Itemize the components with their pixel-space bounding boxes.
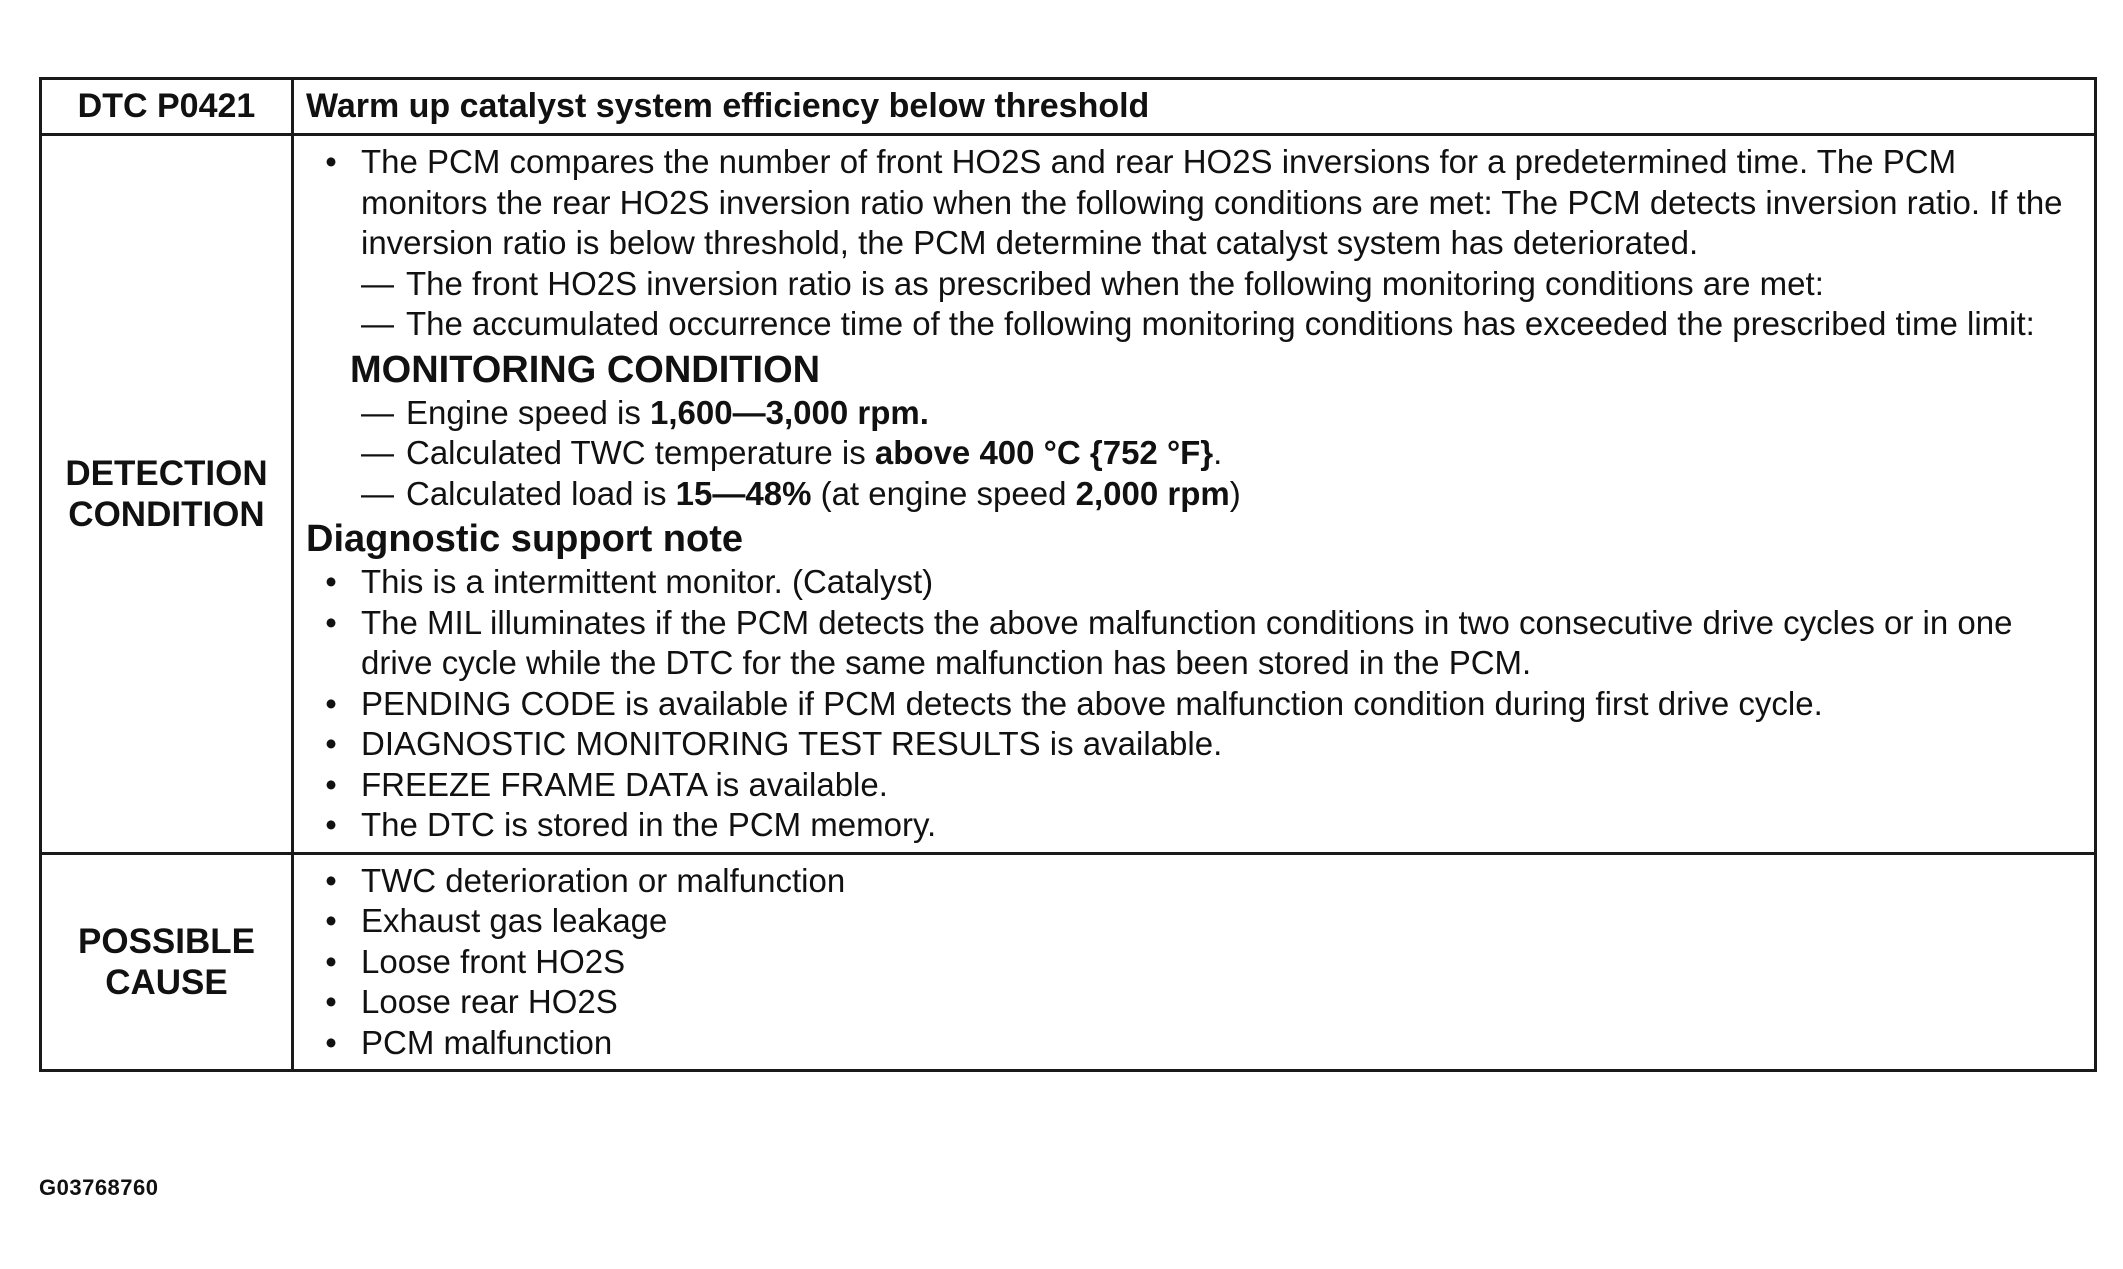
cause-item <box>306 901 2076 942</box>
engine-speed-suffix: . <box>919 393 929 431</box>
diag-note-text: The DTC is stored in the PCM memory. <box>361 806 937 843</box>
twc-suffix: . <box>1213 434 1223 471</box>
detection-label <box>41 135 293 854</box>
possible-cause-row <box>41 853 2096 1071</box>
bullet-icon: • <box>325 861 337 899</box>
load-value: 15—48% <box>675 474 812 512</box>
diag-note <box>306 805 2076 846</box>
diag-note-text: This is a intermittent monitor. (Catalyst) <box>361 563 934 600</box>
cause-item-text: TWC deterioration or malfunction <box>361 861 846 899</box>
load-prefix: Calculated load is <box>406 474 676 512</box>
diag-note-text: DIAGNOSTIC MONITORING TEST RESULTS is available. <box>361 725 1223 762</box>
dash-icon: — <box>361 393 394 431</box>
diag-note <box>306 684 2076 725</box>
bullet-icon: • <box>325 684 337 722</box>
dash-icon: — <box>361 264 394 302</box>
cause-item <box>306 861 2076 902</box>
possible-cause-label <box>41 853 293 1071</box>
sub-condition-text: The front HO2S inversion ratio is as prescribed when the following monitoring conditions are met: <box>406 264 1824 302</box>
cause-item-text: PCM malfunction <box>361 1023 613 1061</box>
diag-note-text: FREEZE FRAME DATA is available. <box>361 765 888 803</box>
figure-id: G03768760 <box>39 1175 159 1200</box>
bullet-icon: • <box>325 902 337 939</box>
diag-note <box>306 765 2076 806</box>
bullet-icon: • <box>325 983 337 1020</box>
cause-item <box>306 942 2076 983</box>
dtc-table <box>39 77 2097 1072</box>
twc-value: above 400 °C {752 °F} <box>874 434 1214 471</box>
diag-note <box>306 603 2076 684</box>
dtc-code: DTC P0421 <box>41 79 293 135</box>
dash-icon: — <box>361 305 394 342</box>
bullet-icon: • <box>325 143 337 180</box>
bullet-icon: • <box>325 603 337 641</box>
cause-item <box>306 982 2076 1023</box>
cause-item-text: Loose rear HO2S <box>361 983 618 1020</box>
dash-icon: — <box>361 434 394 471</box>
diag-note <box>306 724 2076 765</box>
sub-condition <box>306 304 2076 345</box>
load-suffix: ) <box>1229 474 1241 512</box>
bullet-icon: • <box>325 1023 337 1061</box>
detection-intro <box>306 142 2076 264</box>
header-row <box>41 79 2096 135</box>
diag-note-text: PENDING CODE is available if PCM detects the above malfunction condition during first drive cycle. <box>361 684 1823 722</box>
cause-item-text: Loose front HO2S <box>361 942 626 980</box>
monitoring-load <box>306 474 2076 515</box>
detection-intro-text: The PCM compares the number of front HO2S and rear HO2S inversions for a predetermined time. The PCM monitors the rear HO2S inversion ratio when the following conditions are met: The PCM detects inversion ratio. If the inversion ratio is below threshold, the PCM determine that catalyst system has deteriorated. <box>361 143 2063 261</box>
sub-condition-text: The accumulated occurrence time of the following monitoring conditions has exceeded the prescribed time limit: <box>406 305 2035 342</box>
cause-item-text: Exhaust gas leakage <box>361 902 668 939</box>
engine-speed-value: 1,600—3,000 rpm <box>650 393 920 431</box>
detection-label-line1: DETECTION <box>65 453 268 493</box>
dash-icon: — <box>361 474 394 512</box>
monitoring-engine-speed <box>306 393 2076 434</box>
load-rpm: 2,000 rpm <box>1075 474 1230 512</box>
load-middle: (at engine speed <box>811 474 1076 512</box>
monitoring-heading: MONITORING CONDITION <box>350 348 821 391</box>
possible-cause-label-line1: POSSIBLE <box>78 921 255 961</box>
possible-cause-label-line2: CAUSE <box>105 962 228 1002</box>
detection-row <box>41 135 2096 854</box>
bullet-icon: • <box>325 563 337 600</box>
bullet-icon: • <box>325 942 337 980</box>
monitoring-twc-temp <box>306 433 2076 474</box>
bullet-icon: • <box>325 725 337 762</box>
detection-label-line2: CONDITION <box>68 494 265 534</box>
engine-speed-prefix: Engine speed is <box>406 393 651 431</box>
dtc-title: Warm up catalyst system efficiency below threshold <box>293 79 2096 135</box>
diag-note-text: The MIL illuminates if the PCM detects the above malfunction conditions in two consecutive drive cycles or in one drive cycle while the DTC for the same malfunction has been stored in the PCM. <box>361 603 2013 681</box>
twc-prefix: Calculated TWC temperature is <box>406 434 875 471</box>
cause-item <box>306 1023 2076 1064</box>
bullet-icon: • <box>325 806 337 843</box>
detection-content <box>293 135 2096 854</box>
diag-note <box>306 562 2076 603</box>
sub-condition <box>306 264 2076 305</box>
possible-cause-content <box>293 853 2096 1071</box>
diagnostic-heading: Diagnostic support note <box>306 518 743 560</box>
bullet-icon: • <box>325 765 337 803</box>
